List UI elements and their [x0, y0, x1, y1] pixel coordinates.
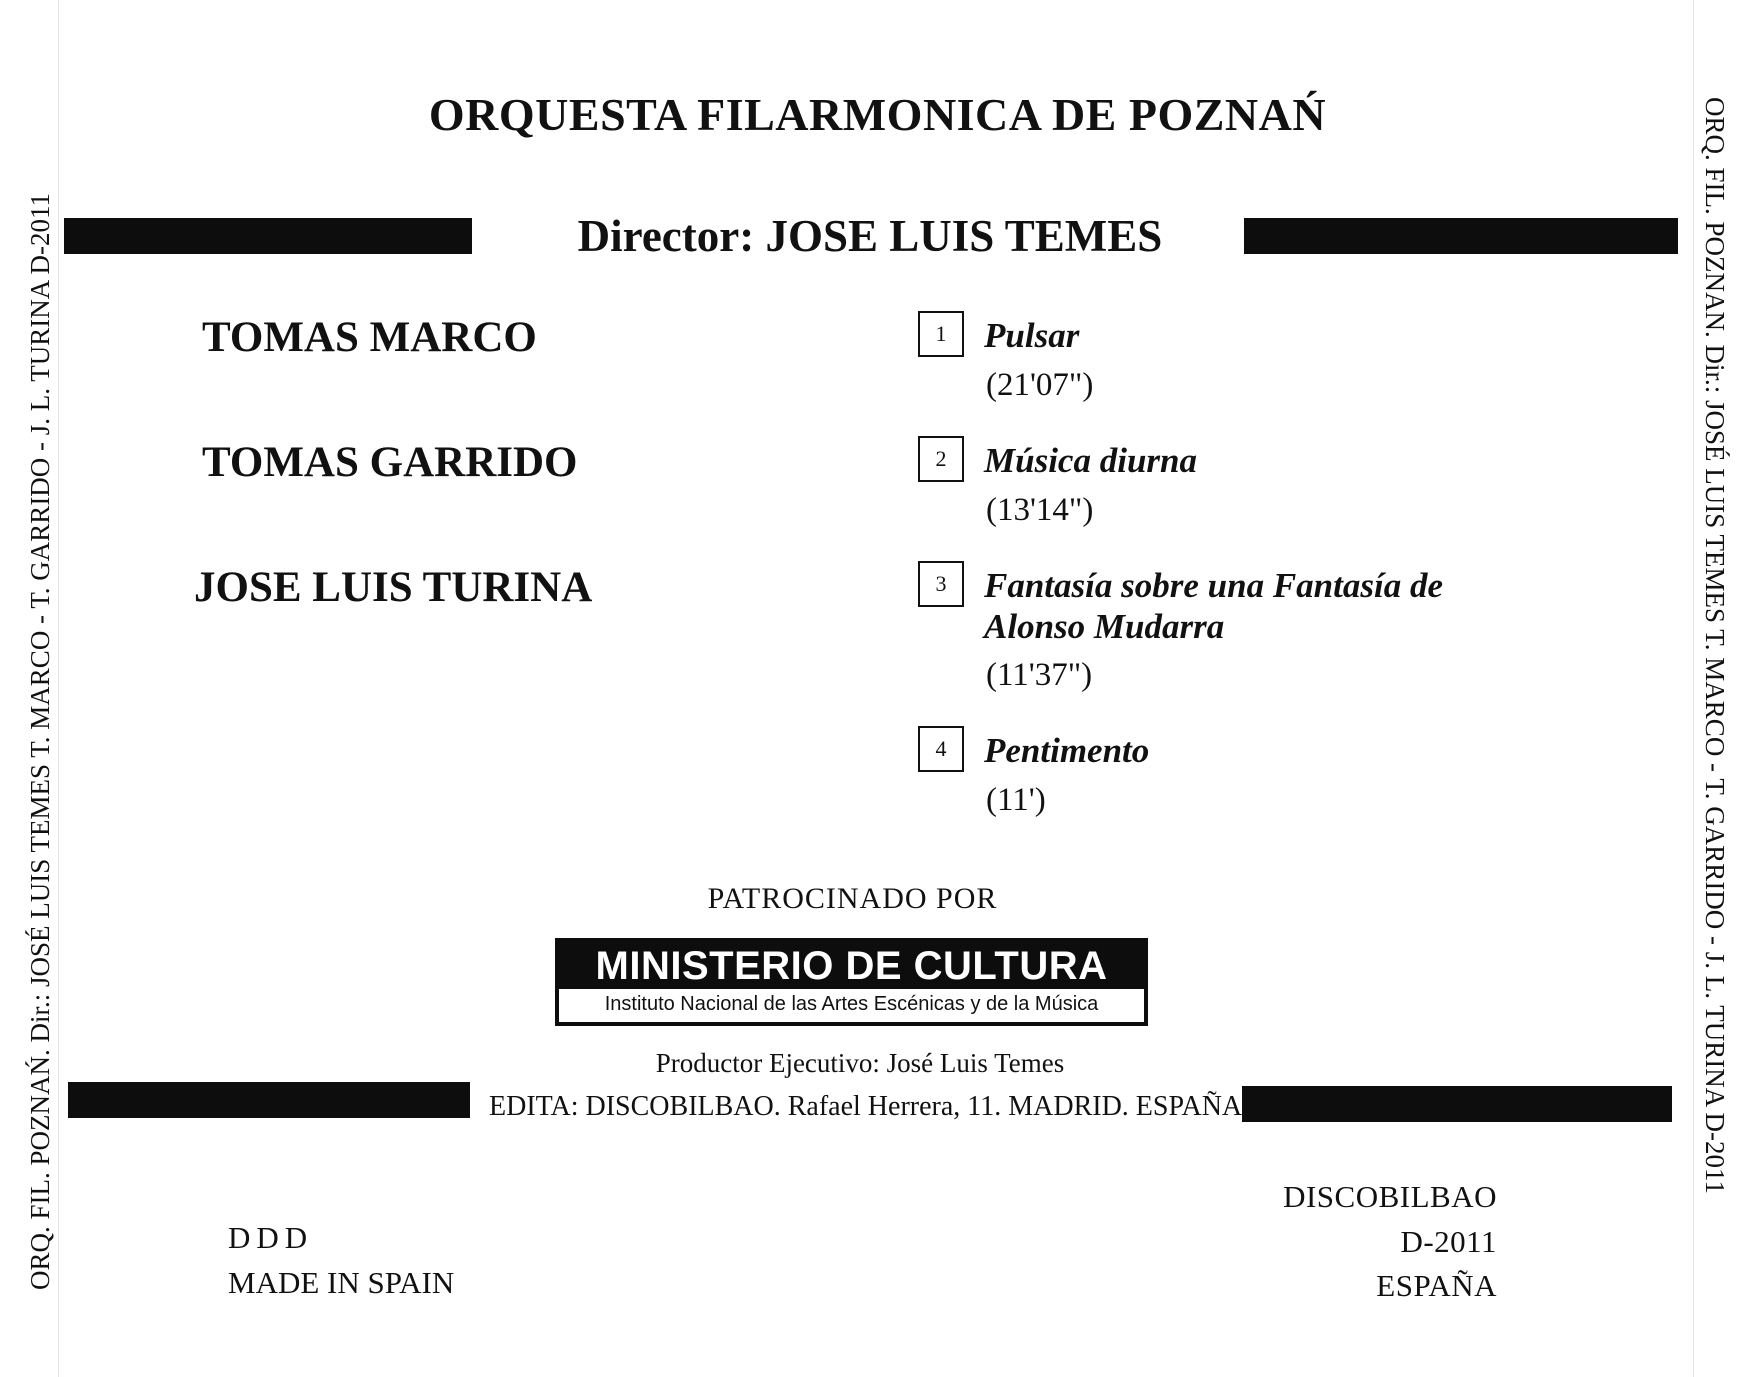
left-fold-line — [58, 0, 59, 1377]
track-duration: (11') — [986, 782, 1046, 818]
composer-name: TOMAS GARRIDO — [202, 439, 578, 486]
track-title: Pentimento — [984, 731, 1150, 770]
ministerio-logo — [555, 938, 1148, 1026]
left-decorative-bar — [64, 218, 472, 254]
track-duration: (11'37") — [986, 657, 1093, 693]
track-title: Fantasía sobre una Fantasía de Alonso Mudarra — [984, 566, 1443, 646]
track-title: Pulsar — [984, 316, 1080, 355]
left-bottom-bar — [68, 1082, 470, 1118]
right-decorative-bar — [1244, 218, 1678, 254]
ministerio-subtitle-box — [559, 989, 1144, 1022]
spine-right-text: ORQ. FIL. POZNAN. Dir.: JOSÉ LUIS TEMES T. MARCO - T. GARRIDO - J. L. TURINA D-2011 — [1700, 97, 1730, 1195]
track-number-box: 2 — [918, 436, 964, 482]
record-label: DISCOBILBAO — [1283, 1179, 1497, 1214]
track-number-box: 3 — [918, 561, 964, 607]
track-number-box: 1 — [918, 311, 964, 357]
spine-left-text: ORQ. FIL. POZNAŃ. Dir.: JOSÉ LUIS TEMES T. MARCO - T. GARRIDO - J. L. TURINA D-2011 — [25, 192, 55, 1290]
catalog-number: D-2011 — [1400, 1224, 1497, 1259]
publisher-line: EDITA: DISCOBILBAO. Rafael Herrera, 11. MADRID. ESPAÑA — [489, 1091, 1243, 1122]
orchestra-title: ORQUESTA FILARMONICA DE POZNAŃ — [428, 89, 1327, 140]
ministerio-name: MINISTERIO DE CULTURA — [595, 944, 1108, 988]
ministerio-subtitle: Instituto Nacional de las Artes Escénicas y de la Música — [604, 993, 1099, 1015]
track-title: Música diurna — [984, 441, 1197, 480]
director-line: Director: JOSE LUIS TEMES — [577, 211, 1163, 261]
country: ESPAÑA — [1376, 1268, 1497, 1303]
ddd-code: DDD — [228, 1220, 314, 1255]
right-bottom-bar — [1242, 1086, 1672, 1122]
executive-producer: Productor Ejecutivo: José Luis Temes — [655, 1048, 1065, 1078]
track-number-box: 4 — [918, 726, 964, 772]
sponsor-intro: PATROCINADO POR — [707, 882, 998, 915]
made-in-spain: MADE IN SPAIN — [228, 1265, 455, 1300]
right-fold-line — [1693, 0, 1694, 1377]
track-duration: (13'14") — [986, 492, 1094, 528]
track-duration: (21'07") — [986, 367, 1094, 403]
composer-name: JOSE LUIS TURINA — [194, 564, 593, 611]
composer-name: TOMAS MARCO — [202, 314, 537, 361]
